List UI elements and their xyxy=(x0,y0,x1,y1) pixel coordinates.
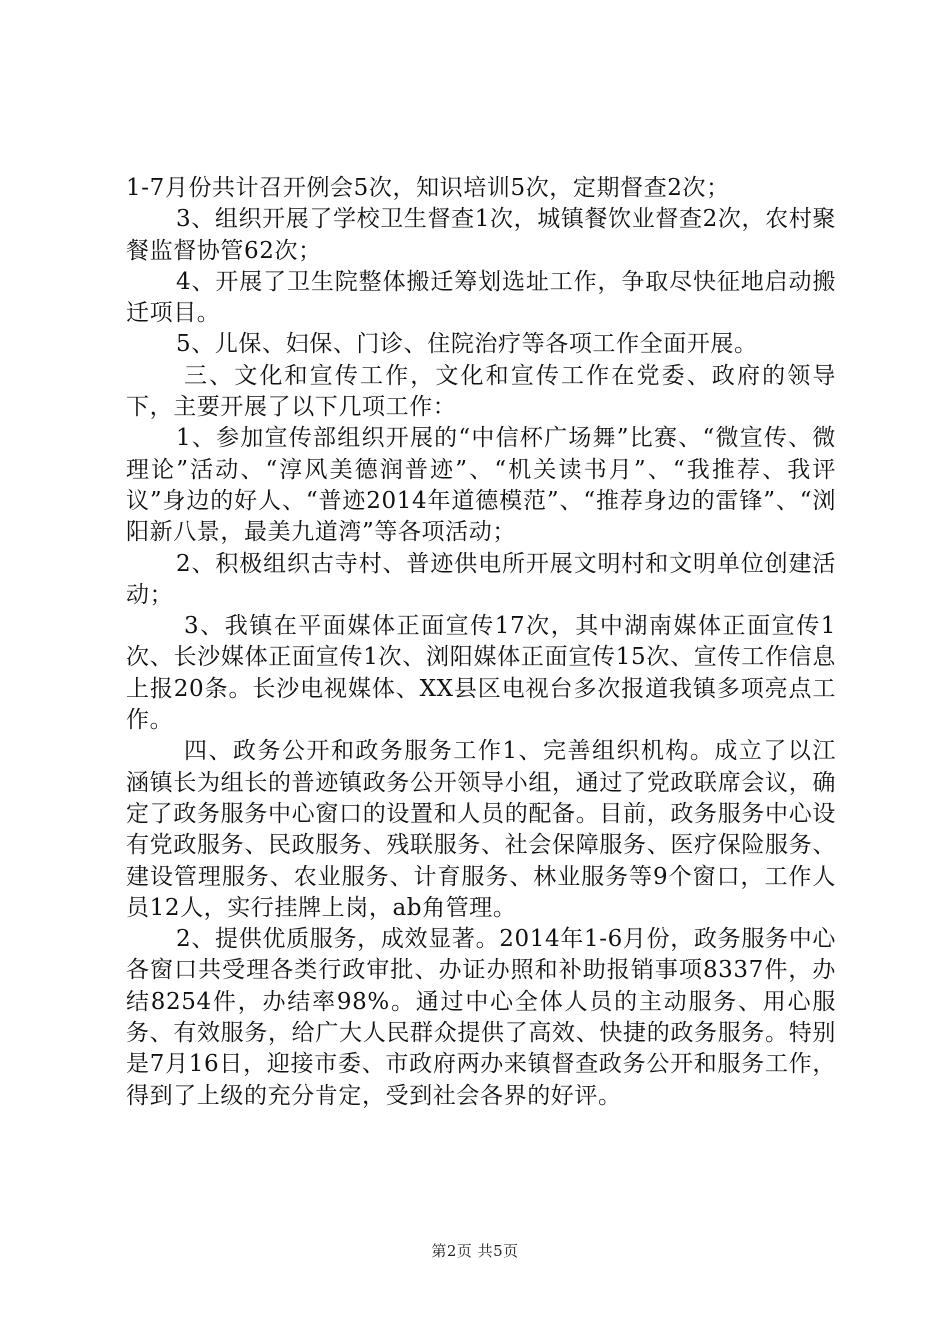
paragraph-hospital-relocation: 4、开展了卫生院整体搬迁筹划选址工作，争取尽快征地启动搬迁项目。 xyxy=(126,268,836,327)
document-body xyxy=(126,173,836,1112)
paragraph-civilization-creation: 2、积极组织古寺村、普迹供电所开展文明村和文明单位创建活动； xyxy=(126,550,836,608)
paragraph-publicity-activities: 1、参加宣传部组织开展的“中信杯广场舞”比赛、“微宣传、微理论”活动、“淳风美德润普迹”、“机关读书月”、“我推荐、我评议”身边的好人、“普迹2014年道德模范”、“推荐身边的雷锋”、“浏阳新八景，最美九道湾”等各项活动； xyxy=(126,425,836,546)
section-heading-government-affairs: 四、政务公开和政务服务工作1、完善组织机构。成立了以江涵镇长为组长的普迹镇政务公开领导小组，通过了党政联席会议，确定了政务服务中心窗口的设置和人员的配备。目前，政务服务中心设有党政服务、民政服务、残联服务、社会保障服务、医疗保险服务、建设管理服务、农业服务、计育服务、林业服务等9个窗口，工作人员12人，实行挂牌上岗，ab角管理。 xyxy=(126,738,836,921)
paragraph-media-publicity: 3、我镇在平面媒体正面宣传17次，其中湖南媒体正面宣传1次、长沙媒体正面宣传1次、浏阳媒体正面宣传15次、宣传工作信息上报20条。长沙电视媒体、XX县区电视台多次报道我镇多项亮点工作。 xyxy=(126,613,836,734)
page-number-footer: 第2页 共5页 xyxy=(431,1242,519,1260)
paragraph-hygiene-inspection: 3、组织开展了学校卫生督查1次，城镇餐饮业督查2次，农村聚餐监督协管62次； xyxy=(126,206,836,264)
paragraph-medical-services: 5、儿保、妇保、门诊、住院治疗等各项工作全面开展。 xyxy=(176,331,758,358)
section-heading-culture-publicity: 三、文化和宣传工作，文化和宣传工作在党委、政府的领导下，主要开展了以下几项工作： xyxy=(126,362,836,421)
paragraph-meetings-summary: 1-7月份共计召开例会5次，知识培训5次，定期督查2次； xyxy=(126,175,730,201)
paragraph-quality-service: 2、提供优质服务，成效显著。2014年1-6月份，政务服务中心各窗口共受理各类行政审批、办证办照和补助报销事项8337件，办结8254件，办结率98%。通过中心全体人员的主动服务、用心服务、有效服务，给广大人民群众提供了高效、快捷的政务服务。特别是7月16日，迎接市委、市政府两办来镇督查政务公开和服务工作，得到了上级的充分肯定，受到社会各界的好评。 xyxy=(126,926,836,1109)
